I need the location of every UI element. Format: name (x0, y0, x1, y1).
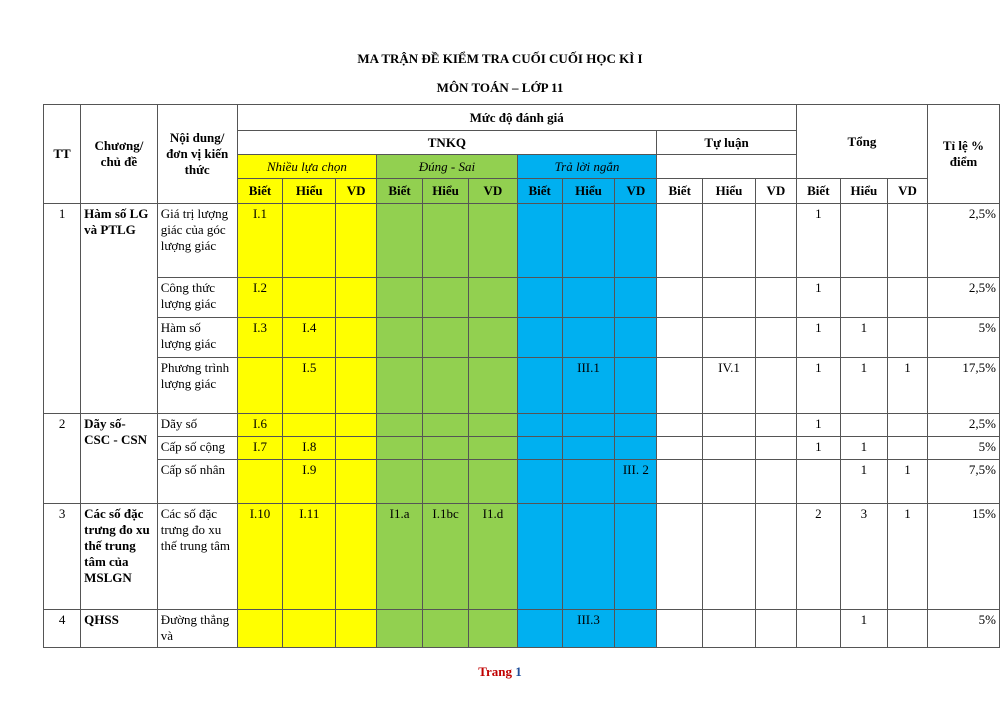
header-mcq-vd: VD (336, 179, 377, 204)
header-essay-hieu: Hiểu (703, 179, 756, 204)
cell-mcq-biet: I.1 (237, 204, 283, 278)
row-ratio: 17,5% (927, 358, 999, 414)
document-title: MA TRẬN ĐỀ KIỂM TRA CUỐI CUỐI HỌC KÌ I (357, 51, 643, 66)
cell-short-vd (615, 278, 657, 318)
cell-tf-hieu (422, 318, 468, 358)
cell-short-hieu: III.1 (562, 358, 615, 414)
cell-tf-biet (377, 437, 423, 460)
cell-essay-biet (657, 414, 703, 437)
cell-essay-vd (755, 460, 796, 504)
table-row (44, 504, 1000, 610)
cell-tf-vd (469, 460, 518, 504)
cell-short-hieu (562, 278, 615, 318)
cell-tf-vd (469, 318, 518, 358)
table-row (44, 460, 1000, 504)
cell-essay-vd (755, 358, 796, 414)
cell-mcq-vd (336, 358, 377, 414)
cell-essay-hieu (703, 610, 756, 648)
header-short-answer: Trả lời ngắn (517, 155, 657, 179)
cell-tf-biet (377, 358, 423, 414)
cell-tf-biet: I1.a (377, 504, 423, 610)
cell-tf-hieu (422, 358, 468, 414)
cell-tf-biet (377, 278, 423, 318)
cell-mcq-biet (237, 610, 283, 648)
footer-label: Trang (478, 664, 512, 679)
header-short-biet: Biết (517, 179, 562, 204)
cell-essay-hieu (703, 504, 756, 610)
cell-tf-biet (377, 610, 423, 648)
header-tf-vd: VD (469, 179, 518, 204)
cell-essay-biet (657, 278, 703, 318)
cell-short-vd (615, 414, 657, 437)
document-subtitle: MÔN TOÁN – LỚP 11 (436, 80, 564, 95)
cell-tf-hieu (422, 437, 468, 460)
header-tt: TT (44, 105, 81, 204)
cell-tf-hieu (422, 414, 468, 437)
cell-total-vd (887, 204, 927, 278)
cell-short-vd (615, 318, 657, 358)
cell-tf-biet (377, 414, 423, 437)
header-total: Tổng (796, 105, 927, 179)
cell-essay-biet (657, 460, 703, 504)
header-true-false: Đúng - Sai (377, 155, 518, 179)
cell-mcq-biet (237, 460, 283, 504)
cell-mcq-hieu: I.4 (283, 318, 336, 358)
header-mcq-hieu: Hiểu (283, 179, 336, 204)
cell-short-hieu: III.3 (562, 610, 615, 648)
row-tt: 1 (44, 204, 81, 414)
header-tf-biet: Biết (377, 179, 423, 204)
cell-tf-biet (377, 318, 423, 358)
page-footer (0, 664, 1000, 680)
cell-mcq-biet: I.3 (237, 318, 283, 358)
cell-tf-hieu (422, 460, 468, 504)
header-total-vd: VD (887, 179, 927, 204)
row-ratio: 7,5% (927, 460, 999, 504)
page-number: 1 (515, 664, 522, 679)
header-total-hieu: Hiểu (840, 179, 887, 204)
cell-tf-vd (469, 414, 518, 437)
cell-total-vd (887, 318, 927, 358)
cell-essay-hieu (703, 278, 756, 318)
row-ratio: 5% (927, 610, 999, 648)
cell-mcq-vd (336, 504, 377, 610)
header-mcq-biet: Biết (237, 179, 283, 204)
cell-short-hieu (562, 414, 615, 437)
row-content: Hàm số lượng giác (157, 318, 237, 358)
cell-mcq-biet (237, 358, 283, 414)
cell-mcq-hieu: I.5 (283, 358, 336, 414)
cell-short-hieu (562, 318, 615, 358)
table-row (44, 358, 1000, 414)
cell-mcq-biet: I.7 (237, 437, 283, 460)
cell-tf-vd: I1.d (469, 504, 518, 610)
row-ratio: 2,5% (927, 278, 999, 318)
cell-tf-vd (469, 278, 518, 318)
row-chapter: QHSS (81, 610, 158, 648)
cell-essay-hieu: IV.1 (703, 358, 756, 414)
cell-tf-vd (469, 204, 518, 278)
cell-mcq-hieu: I.11 (283, 504, 336, 610)
header-short-vd: VD (615, 179, 657, 204)
cell-essay-biet (657, 610, 703, 648)
cell-essay-hieu (703, 437, 756, 460)
cell-tf-vd (469, 610, 518, 648)
header-total-biet: Biết (796, 179, 840, 204)
cell-total-biet (796, 460, 840, 504)
row-tt: 4 (44, 610, 81, 648)
cell-short-biet (517, 460, 562, 504)
row-ratio: 5% (927, 318, 999, 358)
cell-essay-biet (657, 318, 703, 358)
cell-essay-hieu (703, 460, 756, 504)
header-essay-biet: Biết (657, 179, 703, 204)
cell-total-vd: 1 (887, 460, 927, 504)
row-content: Cấp số cộng (157, 437, 237, 460)
header-chapter: Chương/ chủ đề (81, 105, 158, 204)
cell-tf-biet (377, 460, 423, 504)
assessment-matrix-table (43, 104, 1000, 648)
cell-essay-hieu (703, 318, 756, 358)
row-content: Phương trình lượng giác (157, 358, 237, 414)
cell-total-vd (887, 437, 927, 460)
header-content: Nội dung/đơn vị kiến thức (157, 105, 237, 204)
cell-total-vd: 1 (887, 504, 927, 610)
cell-tf-hieu (422, 610, 468, 648)
row-tt: 2 (44, 414, 81, 504)
cell-short-vd (615, 504, 657, 610)
header-level: Mức độ đánh giá (237, 105, 796, 131)
cell-mcq-vd (336, 278, 377, 318)
cell-mcq-hieu: I.8 (283, 437, 336, 460)
cell-mcq-vd (336, 204, 377, 278)
header-tnkq: TNKQ (237, 131, 657, 155)
cell-essay-vd (755, 318, 796, 358)
cell-total-biet: 1 (796, 318, 840, 358)
cell-short-biet (517, 414, 562, 437)
cell-total-biet: 1 (796, 358, 840, 414)
cell-total-biet: 1 (796, 204, 840, 278)
cell-mcq-hieu (283, 414, 336, 437)
cell-mcq-vd (336, 460, 377, 504)
row-ratio: 5% (927, 437, 999, 460)
cell-essay-hieu (703, 204, 756, 278)
cell-mcq-biet: I.2 (237, 278, 283, 318)
cell-total-biet: 1 (796, 437, 840, 460)
cell-total-hieu: 3 (840, 504, 887, 610)
cell-essay-vd (755, 504, 796, 610)
cell-short-hieu (562, 460, 615, 504)
table-row (44, 278, 1000, 318)
table-row (44, 318, 1000, 358)
row-chapter: Dãy số- CSC - CSN (81, 414, 158, 504)
cell-short-vd (615, 437, 657, 460)
table-row (44, 204, 1000, 278)
row-content: Dãy số (157, 414, 237, 437)
cell-short-vd (615, 358, 657, 414)
header-tf-hieu: Hiểu (422, 179, 468, 204)
cell-short-hieu (562, 437, 615, 460)
header-essay: Tự luận (657, 131, 797, 155)
row-content: Cấp số nhân (157, 460, 237, 504)
row-ratio: 15% (927, 504, 999, 610)
table-row (44, 610, 1000, 648)
cell-total-vd (887, 414, 927, 437)
cell-total-vd: 1 (887, 358, 927, 414)
cell-mcq-vd (336, 318, 377, 358)
cell-mcq-hieu (283, 278, 336, 318)
cell-essay-hieu (703, 414, 756, 437)
cell-short-hieu (562, 204, 615, 278)
header-mcq: Nhiều lựa chọn (237, 155, 377, 179)
cell-total-hieu (840, 278, 887, 318)
cell-essay-biet (657, 504, 703, 610)
row-chapter: Các số đặc trưng đo xu thế trung tâm của MSLGN (81, 504, 158, 610)
cell-essay-vd (755, 610, 796, 648)
cell-short-vd (615, 610, 657, 648)
cell-short-biet (517, 437, 562, 460)
cell-tf-hieu (422, 204, 468, 278)
cell-mcq-vd (336, 610, 377, 648)
cell-mcq-vd (336, 414, 377, 437)
cell-short-biet (517, 204, 562, 278)
cell-mcq-biet: I.6 (237, 414, 283, 437)
row-chapter: Hàm số LG và PTLG (81, 204, 158, 414)
cell-essay-biet (657, 204, 703, 278)
cell-tf-vd (469, 437, 518, 460)
table-row (44, 437, 1000, 460)
cell-total-biet: 2 (796, 504, 840, 610)
cell-essay-biet (657, 358, 703, 414)
row-tt: 3 (44, 504, 81, 610)
header-ratio: Tỉ lệ % điểm (927, 105, 999, 204)
cell-tf-biet (377, 204, 423, 278)
cell-total-hieu (840, 414, 887, 437)
cell-mcq-hieu (283, 204, 336, 278)
row-ratio: 2,5% (927, 204, 999, 278)
cell-total-hieu: 1 (840, 437, 887, 460)
cell-total-biet: 1 (796, 414, 840, 437)
cell-essay-vd (755, 437, 796, 460)
cell-total-hieu: 1 (840, 318, 887, 358)
cell-total-vd (887, 610, 927, 648)
cell-mcq-hieu: I.9 (283, 460, 336, 504)
cell-mcq-hieu (283, 610, 336, 648)
row-content: Đường thẳng và (157, 610, 237, 648)
cell-essay-vd (755, 204, 796, 278)
cell-total-hieu: 1 (840, 460, 887, 504)
matrix-body (44, 204, 1000, 648)
table-row (44, 414, 1000, 437)
cell-short-biet (517, 318, 562, 358)
cell-total-biet (796, 610, 840, 648)
cell-essay-vd (755, 414, 796, 437)
cell-total-hieu (840, 204, 887, 278)
cell-total-hieu: 1 (840, 610, 887, 648)
cell-total-hieu: 1 (840, 358, 887, 414)
cell-tf-vd (469, 358, 518, 414)
cell-total-vd (887, 278, 927, 318)
cell-mcq-vd (336, 437, 377, 460)
cell-short-hieu (562, 504, 615, 610)
cell-essay-vd (755, 278, 796, 318)
cell-short-biet (517, 358, 562, 414)
cell-mcq-biet: I.10 (237, 504, 283, 610)
header-essay-vd: VD (755, 179, 796, 204)
cell-short-biet (517, 610, 562, 648)
cell-short-biet (517, 504, 562, 610)
cell-total-biet: 1 (796, 278, 840, 318)
cell-tf-hieu (422, 278, 468, 318)
row-content: Các số đặc trưng đo xu thế trung tâm (157, 504, 237, 610)
cell-tf-hieu: I.1bc (422, 504, 468, 610)
cell-short-vd: III. 2 (615, 460, 657, 504)
cell-short-biet (517, 278, 562, 318)
cell-essay-biet (657, 437, 703, 460)
header-essay-blank (657, 155, 797, 179)
row-ratio: 2,5% (927, 414, 999, 437)
header-short-hieu: Hiểu (562, 179, 615, 204)
row-content: Giá trị lượng giác của góc lượng giác (157, 204, 237, 278)
cell-short-vd (615, 204, 657, 278)
row-content: Công thức lượng giác (157, 278, 237, 318)
